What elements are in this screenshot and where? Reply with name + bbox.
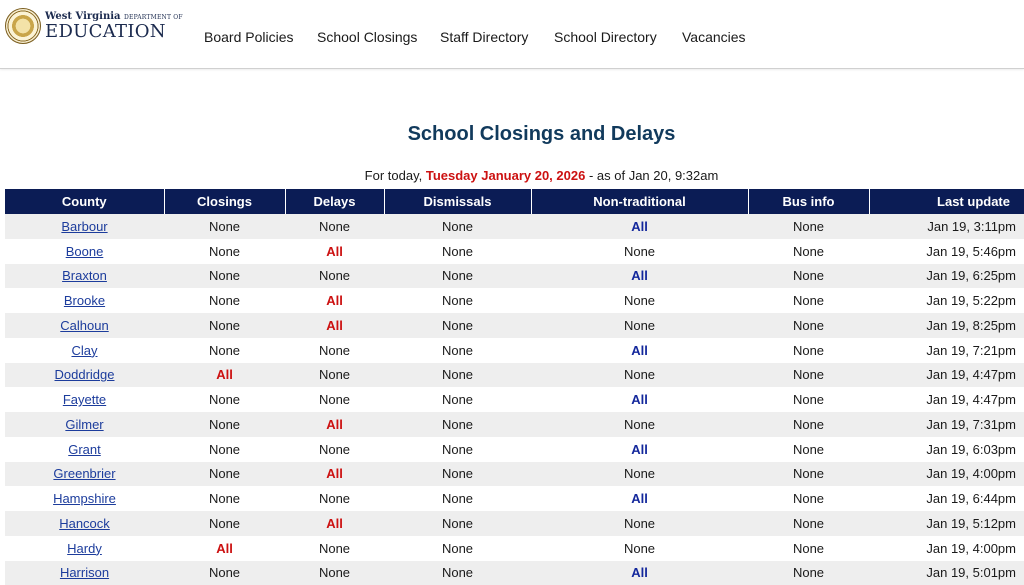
status-value: None <box>209 343 240 358</box>
cell-county <box>5 462 164 487</box>
cell-county <box>5 486 164 511</box>
nav-school-closings[interactable]: School Closings <box>317 29 417 45</box>
cell-county <box>5 288 164 313</box>
status-value: None <box>442 442 473 457</box>
cell-non-traditional <box>531 313 748 338</box>
status-value: None <box>442 565 473 580</box>
county-link[interactable]: Barbour <box>61 219 107 234</box>
cell-bus-info <box>748 561 869 585</box>
status-value: None <box>442 466 473 481</box>
cell-county <box>5 561 164 585</box>
status-value: All <box>631 491 648 506</box>
cell-dismissals <box>384 511 531 536</box>
status-value: None <box>209 491 240 506</box>
cell-dismissals <box>384 486 531 511</box>
status-value: None <box>793 516 824 531</box>
cell-closings <box>164 511 285 536</box>
status-value: None <box>793 541 824 556</box>
cell-non-traditional <box>531 288 748 313</box>
cell-non-traditional <box>531 536 748 561</box>
status-value: None <box>209 392 240 407</box>
status-value: All <box>326 293 343 308</box>
status-value: All <box>326 244 343 259</box>
cell-non-traditional <box>531 462 748 487</box>
update-time: Jan 19, 8:25pm <box>926 318 1016 333</box>
cell-dismissals <box>384 338 531 363</box>
status-value: All <box>326 318 343 333</box>
table-row <box>5 288 1024 313</box>
cell-bus-info <box>748 511 869 536</box>
cell-delays <box>285 338 384 363</box>
nav-vacancies[interactable]: Vacancies <box>682 29 746 45</box>
status-value: None <box>793 442 824 457</box>
cell-bus-info <box>748 387 869 412</box>
cell-closings <box>164 338 285 363</box>
cell-dismissals <box>384 313 531 338</box>
cell-last-update <box>869 536 1024 561</box>
status-value: All <box>216 367 233 382</box>
county-link[interactable]: Grant <box>68 442 101 457</box>
table-row <box>5 486 1024 511</box>
table-row <box>5 214 1024 239</box>
cell-county <box>5 239 164 264</box>
cell-closings <box>164 214 285 239</box>
cell-last-update <box>869 486 1024 511</box>
county-link[interactable]: Doddridge <box>55 367 115 382</box>
column-header-bus-info: Bus info <box>748 189 869 214</box>
status-value: None <box>793 367 824 382</box>
status-value: None <box>319 392 350 407</box>
county-link[interactable]: Fayette <box>63 392 106 407</box>
county-link[interactable]: Brooke <box>64 293 105 308</box>
status-value: None <box>793 466 824 481</box>
status-value: All <box>631 343 648 358</box>
status-value: None <box>442 392 473 407</box>
state-seal-icon <box>5 8 41 44</box>
status-value: None <box>442 244 473 259</box>
column-header-closings: Closings <box>164 189 285 214</box>
cell-non-traditional <box>531 437 748 462</box>
status-value: All <box>631 268 648 283</box>
cell-closings <box>164 239 285 264</box>
table-row <box>5 264 1024 289</box>
cell-county <box>5 363 164 388</box>
status-value: None <box>442 219 473 234</box>
county-link[interactable]: Hampshire <box>53 491 116 506</box>
status-value: None <box>624 318 655 333</box>
table-row <box>5 313 1024 338</box>
wvde-logo[interactable] <box>5 8 183 44</box>
nav-board-policies[interactable]: Board Policies <box>204 29 294 45</box>
update-time: Jan 19, 3:11pm <box>927 219 1016 234</box>
status-value: None <box>624 244 655 259</box>
status-value: None <box>793 491 824 506</box>
column-header-county: County <box>5 189 164 214</box>
cell-bus-info <box>748 313 869 338</box>
status-value: None <box>442 417 473 432</box>
as-of-time: - as of Jan 20, 9:32am <box>589 168 718 183</box>
cell-county <box>5 536 164 561</box>
update-time: Jan 19, 5:22pm <box>926 293 1016 308</box>
as-of-line <box>0 168 1024 183</box>
column-header-delays: Delays <box>285 189 384 214</box>
cell-last-update <box>869 264 1024 289</box>
cell-non-traditional <box>531 486 748 511</box>
table-row <box>5 412 1024 437</box>
update-time: Jan 19, 6:44pm <box>926 491 1016 506</box>
status-value: None <box>793 417 824 432</box>
status-value: None <box>793 392 824 407</box>
cell-bus-info <box>748 239 869 264</box>
status-value: None <box>209 516 240 531</box>
cell-last-update <box>869 387 1024 412</box>
update-time: Jan 19, 5:46pm <box>926 244 1016 259</box>
cell-closings <box>164 561 285 585</box>
nav-staff-directory[interactable]: Staff Directory <box>440 29 528 45</box>
cell-delays <box>285 561 384 585</box>
status-value: None <box>793 293 824 308</box>
status-value: All <box>326 417 343 432</box>
update-time: Jan 19, 7:31pm <box>926 417 1016 432</box>
cell-last-update <box>869 561 1024 585</box>
cell-bus-info <box>748 363 869 388</box>
table-body <box>5 214 1024 585</box>
logo-department-of: DEPARTMENT OF <box>124 14 183 21</box>
cell-non-traditional <box>531 511 748 536</box>
status-value: All <box>631 565 648 580</box>
status-value: All <box>326 516 343 531</box>
cell-closings <box>164 486 285 511</box>
status-value: None <box>209 244 240 259</box>
current-date: Tuesday January 20, 2026 <box>426 168 585 183</box>
status-value: None <box>442 268 473 283</box>
cell-closings <box>164 412 285 437</box>
cell-delays <box>285 462 384 487</box>
cell-county <box>5 338 164 363</box>
status-value: None <box>319 367 350 382</box>
status-value: None <box>442 541 473 556</box>
table-row <box>5 239 1024 264</box>
cell-dismissals <box>384 561 531 585</box>
cell-non-traditional <box>531 239 748 264</box>
table-row <box>5 338 1024 363</box>
logo-education: EDUCATION <box>45 23 183 41</box>
cell-non-traditional <box>531 264 748 289</box>
update-time: Jan 19, 6:03pm <box>926 442 1016 457</box>
status-value: None <box>793 244 824 259</box>
cell-county <box>5 511 164 536</box>
cell-closings <box>164 387 285 412</box>
status-value: None <box>624 541 655 556</box>
cell-non-traditional <box>531 412 748 437</box>
cell-last-update <box>869 338 1024 363</box>
status-value: None <box>209 466 240 481</box>
cell-bus-info <box>748 536 869 561</box>
cell-delays <box>285 288 384 313</box>
update-time: Jan 19, 6:25pm <box>926 268 1016 283</box>
county-link[interactable]: Greenbrier <box>53 466 115 481</box>
cell-closings <box>164 437 285 462</box>
status-value: All <box>631 392 648 407</box>
cell-non-traditional <box>531 387 748 412</box>
county-link[interactable]: Calhoun <box>60 318 108 333</box>
cell-delays <box>285 511 384 536</box>
cell-delays <box>285 214 384 239</box>
county-link[interactable]: Boone <box>66 244 104 259</box>
county-link[interactable]: Hancock <box>59 516 110 531</box>
table-row <box>5 561 1024 585</box>
county-link[interactable]: Harrison <box>60 565 109 580</box>
cell-dismissals <box>384 214 531 239</box>
cell-last-update <box>869 363 1024 388</box>
logo-text <box>45 12 183 41</box>
status-value: None <box>209 565 240 580</box>
cell-closings <box>164 264 285 289</box>
status-value: None <box>442 367 473 382</box>
status-value: None <box>209 417 240 432</box>
cell-last-update <box>869 511 1024 536</box>
cell-delays <box>285 387 384 412</box>
status-value: None <box>319 268 350 283</box>
cell-dismissals <box>384 536 531 561</box>
cell-last-update <box>869 437 1024 462</box>
cell-bus-info <box>748 462 869 487</box>
cell-dismissals <box>384 288 531 313</box>
cell-delays <box>285 486 384 511</box>
status-value: None <box>442 516 473 531</box>
cell-delays <box>285 536 384 561</box>
cell-delays <box>285 313 384 338</box>
cell-county <box>5 412 164 437</box>
table-row <box>5 511 1024 536</box>
cell-non-traditional <box>531 214 748 239</box>
table-row <box>5 437 1024 462</box>
status-value: None <box>319 442 350 457</box>
cell-county <box>5 387 164 412</box>
update-time: Jan 19, 4:00pm <box>926 541 1016 556</box>
cell-dismissals <box>384 239 531 264</box>
cell-last-update <box>869 239 1024 264</box>
nav-school-directory[interactable]: School Directory <box>554 29 657 45</box>
status-value: None <box>624 293 655 308</box>
cell-dismissals <box>384 462 531 487</box>
cell-closings <box>164 462 285 487</box>
top-navigation-bar <box>0 0 1024 69</box>
table-header-row <box>5 189 1024 214</box>
status-value: None <box>624 367 655 382</box>
status-value: None <box>209 293 240 308</box>
status-value: None <box>793 268 824 283</box>
update-time: Jan 19, 5:12pm <box>926 516 1016 531</box>
logo-state-name: West Virginia <box>45 11 121 22</box>
column-header-dismissals: Dismissals <box>384 189 531 214</box>
cell-non-traditional <box>531 363 748 388</box>
cell-closings <box>164 313 285 338</box>
cell-non-traditional <box>531 561 748 585</box>
status-value: None <box>624 466 655 481</box>
table-row <box>5 536 1024 561</box>
status-value: None <box>319 541 350 556</box>
status-value: None <box>319 491 350 506</box>
cell-last-update <box>869 288 1024 313</box>
status-value: None <box>793 565 824 580</box>
status-value: All <box>631 219 648 234</box>
closings-table-container <box>5 189 1024 585</box>
status-value: All <box>631 442 648 457</box>
cell-bus-info <box>748 338 869 363</box>
status-value: None <box>319 343 350 358</box>
closings-table <box>5 189 1024 585</box>
cell-bus-info <box>748 264 869 289</box>
cell-county <box>5 437 164 462</box>
cell-delays <box>285 412 384 437</box>
table-row <box>5 462 1024 487</box>
cell-bus-info <box>748 288 869 313</box>
cell-bus-info <box>748 412 869 437</box>
cell-delays <box>285 363 384 388</box>
status-value: None <box>793 219 824 234</box>
table-row <box>5 387 1024 412</box>
table-header <box>5 189 1024 214</box>
update-time: Jan 19, 4:00pm <box>926 466 1016 481</box>
status-value: None <box>793 343 824 358</box>
cell-closings <box>164 363 285 388</box>
county-link[interactable]: Braxton <box>62 268 107 283</box>
as-of-prefix: For today, <box>365 168 423 183</box>
cell-dismissals <box>384 437 531 462</box>
status-value: None <box>442 318 473 333</box>
cell-county <box>5 214 164 239</box>
cell-dismissals <box>384 387 531 412</box>
update-time: Jan 19, 7:21pm <box>926 343 1016 358</box>
cell-closings <box>164 536 285 561</box>
cell-non-traditional <box>531 338 748 363</box>
status-value: None <box>209 268 240 283</box>
cell-dismissals <box>384 363 531 388</box>
column-header-last-update: Last update <box>869 189 1024 214</box>
status-value: None <box>209 219 240 234</box>
cell-dismissals <box>384 264 531 289</box>
cell-dismissals <box>384 412 531 437</box>
cell-closings <box>164 288 285 313</box>
cell-bus-info <box>748 437 869 462</box>
update-time: Jan 19, 4:47pm <box>926 392 1016 407</box>
table-row <box>5 363 1024 388</box>
logo-line1 <box>45 12 183 22</box>
status-value: None <box>442 491 473 506</box>
cell-delays <box>285 437 384 462</box>
status-value: None <box>209 318 240 333</box>
cell-delays <box>285 264 384 289</box>
update-time: Jan 19, 5:01pm <box>926 565 1016 580</box>
cell-county <box>5 313 164 338</box>
status-value: None <box>793 318 824 333</box>
cell-delays <box>285 239 384 264</box>
status-value: None <box>209 442 240 457</box>
status-value: None <box>442 343 473 358</box>
cell-bus-info <box>748 214 869 239</box>
status-value: None <box>624 417 655 432</box>
cell-bus-info <box>748 486 869 511</box>
status-value: None <box>319 565 350 580</box>
status-value: None <box>442 293 473 308</box>
cell-county <box>5 264 164 289</box>
county-link[interactable]: Gilmer <box>65 417 103 432</box>
update-time: Jan 19, 4:47pm <box>926 367 1016 382</box>
page-title: School Closings and Delays <box>0 123 1024 146</box>
status-value: All <box>216 541 233 556</box>
cell-last-update <box>869 214 1024 239</box>
column-header-non-traditional: Non-traditional <box>531 189 748 214</box>
cell-last-update <box>869 412 1024 437</box>
cell-last-update <box>869 313 1024 338</box>
cell-last-update <box>869 462 1024 487</box>
status-value: All <box>326 466 343 481</box>
county-link[interactable]: Clay <box>71 343 97 358</box>
status-value: None <box>624 516 655 531</box>
county-link[interactable]: Hardy <box>67 541 102 556</box>
status-value: None <box>319 219 350 234</box>
